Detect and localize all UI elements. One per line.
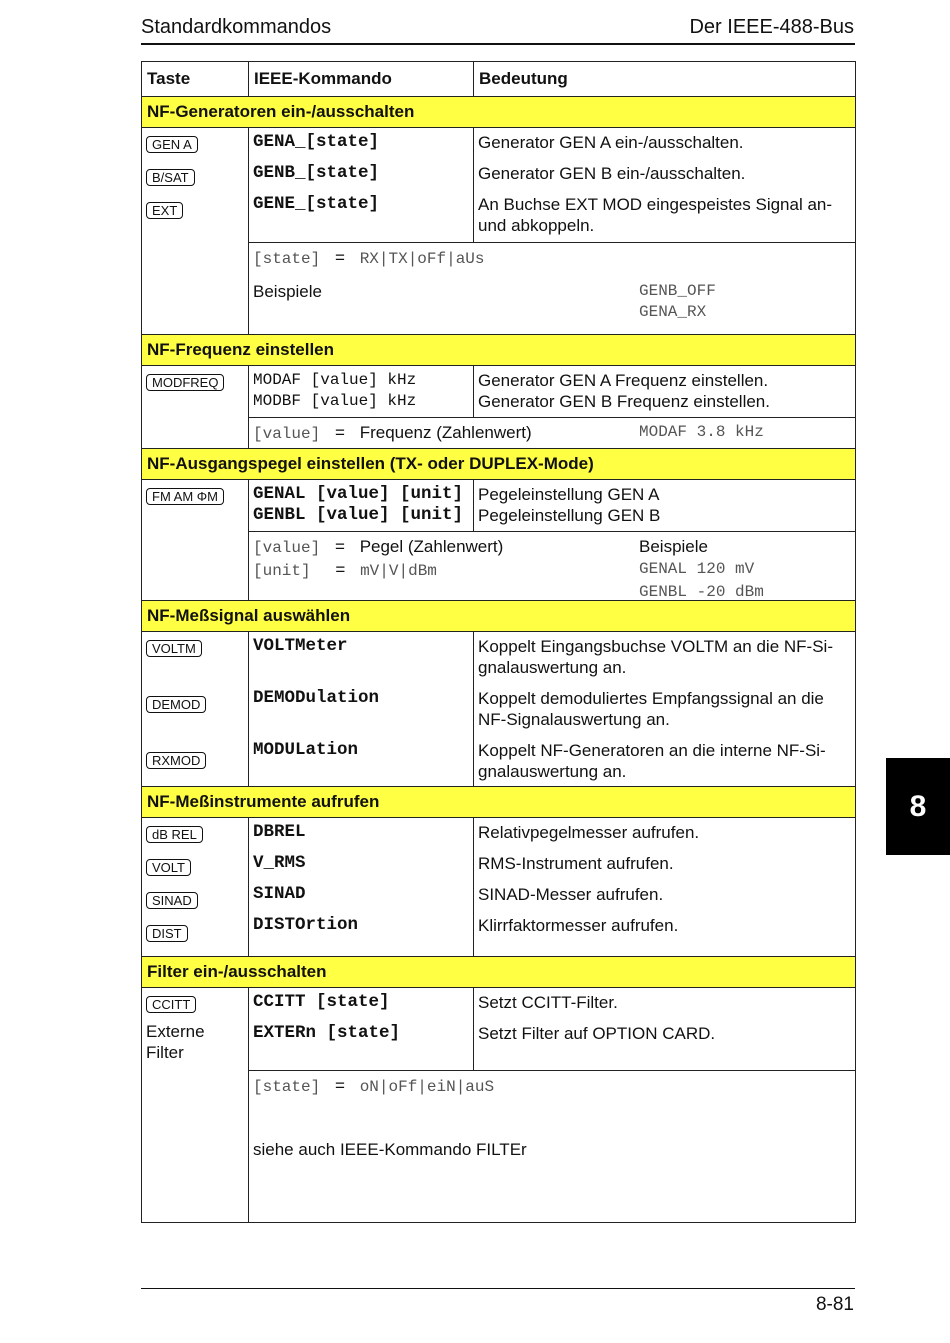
see-also-note: siehe auch IEEE-Kommando FILTEr (253, 1140, 527, 1160)
key-db-rel: dB REL (146, 826, 203, 843)
footer-rule (141, 1288, 855, 1289)
key-volt: VOLT (146, 859, 191, 876)
param-definition: [unit] = mV|V|dBm GENAL 120 mV (253, 560, 755, 581)
key-sinad: SINAD (146, 892, 198, 909)
command-gene: GENE_[state] (253, 194, 380, 214)
command-table (141, 61, 856, 1223)
command-modbf: MODBF [value] kHz (253, 392, 417, 410)
desc-ccitt: Setzt CCITT-Filter. (478, 993, 618, 1012)
desc-voltmeter: Koppelt Eingangsbuchse VOLTM an die NF-Si- gnalauswertung an. (478, 637, 833, 677)
example-1: GENAL 120 mV (639, 560, 755, 578)
example-2: GENA_RX (639, 302, 707, 321)
table-header-row (142, 62, 856, 97)
key-demod: DEMOD (146, 696, 206, 713)
table-row (142, 480, 856, 532)
key-b-sat: B/SAT (146, 169, 195, 186)
running-header-right: Der IEEE-488-Bus (689, 16, 854, 38)
key-fm-am-phim: FM AM ΦM (146, 488, 224, 505)
desc-gene: An Buchse EXT MOD eingespeistes Signal an- und abkoppeln. (478, 195, 833, 235)
param-definition: [state] = oN|oFf|eiN|auS (253, 1078, 495, 1098)
table-row (142, 818, 856, 957)
command-modulation: MODULation (253, 740, 359, 760)
desc-demodulation: Koppelt demoduliertes Empfangssignal an die NF-Signalauswertung an. (478, 689, 824, 729)
key-dist: DIST (146, 925, 188, 942)
key-ext: EXT (146, 202, 183, 219)
section-title-frequency: NF-Frequenz einstellen (142, 335, 856, 366)
command-dbrel: DBREL (253, 822, 306, 842)
command-extern: EXTERn [state] (253, 1023, 401, 1043)
command-modaf: MODAF [value] kHz (253, 371, 417, 389)
running-header-left: Standardkommandos (141, 16, 332, 38)
table-row (142, 632, 856, 787)
table-row (142, 366, 856, 418)
key-gen-a: GEN A (146, 136, 198, 153)
section-title-measurement-signal: NF-Meßsignal auswählen (142, 601, 856, 632)
col-header-meaning: Bedeutung (474, 62, 856, 97)
header-rule (141, 43, 855, 45)
desc-genal: Pegeleinstellung GEN A (478, 485, 660, 504)
param-definition: [state] = RX|TX|oFf|aUs (253, 249, 485, 269)
key-modfreq: MODFREQ (146, 374, 224, 391)
desc-genb: Generator GEN B ein-/ausschalten. (478, 164, 746, 183)
example-1: GENB_OFF (639, 281, 716, 300)
command-voltmeter: VOLTMeter (253, 636, 348, 656)
col-header-taste: Taste (142, 62, 249, 97)
examples: Beispiele GENB_OFF (253, 281, 716, 301)
example-2: GENBL -20 dBm (639, 583, 764, 601)
desc-modulation: Koppelt NF-Generatoren an die interne NF-Si- gnalauswertung an. (478, 741, 826, 781)
section-title-filter: Filter ein-/ausschalten (142, 957, 856, 988)
desc-genbl: Pegeleinstellung GEN B (478, 506, 661, 525)
key-ccitt: CCITT (146, 996, 196, 1013)
section-title-generators: NF-Generatoren ein-/ausschalten (142, 97, 856, 128)
examples-label: Beispiele (639, 537, 708, 556)
chapter-tab: 8 (886, 758, 950, 855)
command-genal: GENAL [value] [unit] (253, 484, 464, 504)
example-1: MODAF 3.8 kHz (639, 423, 764, 441)
command-ccitt: CCITT [state] (253, 992, 390, 1012)
col-header-command: IEEE-Kommando (249, 62, 474, 97)
key-voltm: VOLTM (146, 640, 202, 657)
command-sinad: SINAD (253, 884, 306, 904)
section-title-instruments: NF-Meßinstrumente aufrufen (142, 787, 856, 818)
key-rxmod: RXMOD (146, 752, 206, 769)
table-row (142, 988, 856, 1071)
desc-distortion: Klirrfaktormesser aufrufen. (478, 916, 679, 935)
param-definition: [value] = Frequenz (Zahlenwert) MODAF 3.8 kHz (253, 423, 764, 444)
command-genb: GENB_[state] (253, 163, 380, 183)
desc-extern: Setzt Filter auf OPTION CARD. (478, 1024, 716, 1043)
external-filter-label: Externe Filter (146, 1022, 205, 1062)
command-gena: GENA_[state] (253, 132, 380, 152)
section-title-output-level: NF-Ausgangspegel einstellen (TX- oder DUPLEX-Mode) (142, 449, 856, 480)
command-v-rms: V_RMS (253, 853, 306, 873)
command-genbl: GENBL [value] [unit] (253, 505, 464, 525)
desc-modaf: Generator GEN A Frequenz einstellen. (478, 371, 769, 390)
command-demodulation: DEMODulation (253, 688, 380, 708)
param-definition: [value] = Pegel (Zahlenwert) Beispiele (253, 537, 708, 558)
desc-gena: Generator GEN A ein-/ausschalten. (478, 133, 744, 152)
table-row (142, 128, 856, 243)
desc-v-rms: RMS-Instrument aufrufen. (478, 854, 674, 873)
desc-sinad: SINAD-Messer aufrufen. (478, 885, 664, 904)
desc-dbrel: Relativpegelmesser aufrufen. (478, 823, 700, 842)
page-number: 8-81 (815, 1294, 854, 1315)
desc-modbf: Generator GEN B Frequenz einstellen. (478, 392, 770, 411)
command-distortion: DISTOrtion (253, 915, 359, 935)
